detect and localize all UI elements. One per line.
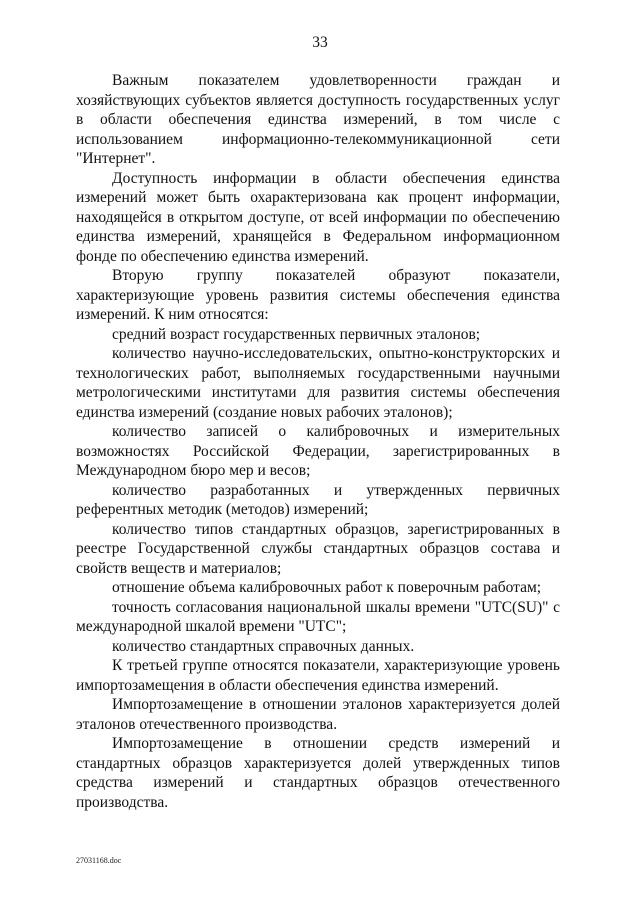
list-item: количество научно-исследовательских, опытно-конструкторских и технологических работ, выполняемых государственными научными метрологическими институтами для развития системы обеспечения единства измерений (создание новых рабочих эталонов); (76, 345, 560, 421)
list-item: количество разработанных и утвержденных первичных референтных методик (методов) измерений; (76, 481, 560, 518)
list-item: средний возраст государственных первичных эталонов; (112, 325, 481, 343)
paragraph: Вторую группу показателей образуют показатели, характеризующие уровень развития системы обеспечения единства измерений. К ним относятся: (76, 267, 560, 323)
paragraph: Импортозамещение в отношении эталонов характеризуется долей эталонов отечественного производства. (76, 696, 560, 733)
list-item: точность согласования национальной шкалы времени "UTC(SU)" с международной шкалой времени "UTC"; (76, 598, 560, 635)
document-body (76, 71, 560, 812)
list-item: количество стандартных справочных данных. (112, 637, 415, 655)
page-number: 33 (312, 34, 328, 51)
paragraph: Доступность информации в области обеспечения единства измерений может быть охарактеризована как процент информации, находящейся в открытом доступе, от всей информации по обеспечению единства измерений, хранящейся в Федеральном информационном фонде по обеспечению единства измерений. (76, 169, 560, 265)
list-item: отношение объема калибровочных работ к поверочным работам; (112, 579, 542, 596)
list-item: количество записей о калибровочных и измерительных возможностях Российской Федерации, зарегистрированных в Международном бюро мер и весов; (76, 423, 560, 479)
paragraph: К третьей группе относятся показатели, характеризующие уровень импортозамещения в области обеспечения единства измерений. (76, 657, 560, 694)
paragraph: Импортозамещение в отношении средств измерений и стандартных образцов характеризуется долей утвержденных типов средства измерений и стандартных образцов отечественного производства. (76, 735, 560, 811)
file-name-footer: 27031168.doc (76, 856, 122, 865)
paragraph: Важным показателем удовлетворенности граждан и хозяйствующих субъектов является доступность государственных услуг в области обеспечения единства измерений, в том числе с использованием информационно-телекоммуникационной сети "Интернет". (76, 72, 560, 167)
list-item: количество типов стандартных образцов, зарегистрированных в реестре Государственной службы стандартных образцов состава и свойств веществ и материалов; (76, 520, 560, 577)
